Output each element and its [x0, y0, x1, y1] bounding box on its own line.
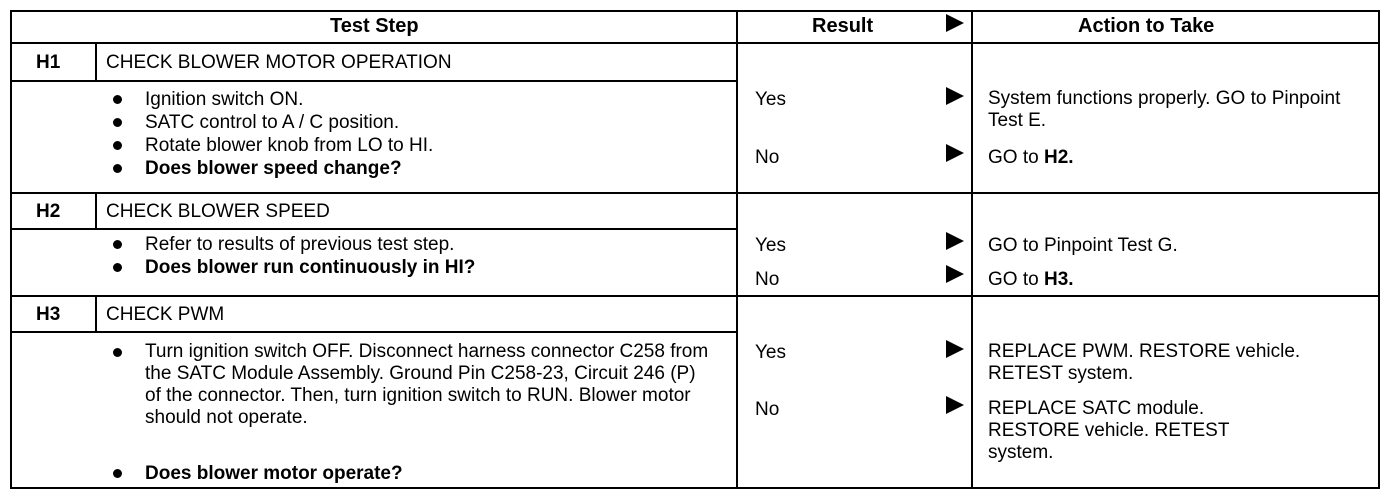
bullet-icon [113, 141, 122, 150]
step-id-divider-h2 [95, 194, 97, 230]
step-h1-bullet-2: SATC control to A / C position. [145, 112, 400, 133]
action-h2-no-target: H3. [1043, 269, 1074, 290]
section-divider-2 [10, 295, 1380, 297]
action-h2-yes: GO to Pinpoint Test G. [988, 235, 1178, 256]
arrow-icon [946, 144, 964, 162]
table-border-bottom [10, 487, 1380, 489]
step-h2-bullet-1: Refer to results of previous test step. [145, 234, 455, 255]
bullet-icon [113, 348, 122, 357]
action-h1-yes: System functions properly. GO to Pinpoint Test E. [988, 88, 1341, 131]
step-title-line-h3 [10, 331, 738, 333]
header-action: Action to Take [1078, 15, 1215, 37]
header-divider [10, 42, 1380, 44]
arrow-icon [946, 340, 964, 358]
result-h3-yes: Yes [755, 342, 786, 363]
action-h1-no [988, 146, 1074, 169]
step-h3-question: Does blower motor operate? [145, 463, 403, 484]
result-h2-yes: Yes [755, 235, 786, 256]
arrow-icon [946, 232, 964, 250]
bullet-icon [113, 469, 122, 478]
bullet-icon [113, 95, 122, 104]
result-h1-no: No [755, 147, 780, 168]
header-test-step: Test Step [330, 15, 419, 37]
step-id-h1: H1 [36, 52, 61, 73]
step-id-h3: H3 [36, 304, 61, 325]
result-h1-yes: Yes [755, 89, 786, 110]
bullet-icon [113, 164, 122, 173]
step-id-divider-h3 [95, 297, 97, 333]
arrow-icon [946, 396, 964, 414]
step-h1-bullet-1: Ignition switch ON. [145, 89, 304, 110]
step-title-h1: CHECK BLOWER MOTOR OPERATION [106, 52, 452, 73]
step-id-h2: H2 [36, 201, 61, 222]
bullet-icon [113, 118, 122, 127]
result-h3-no: No [755, 399, 780, 420]
column-divider-action [971, 10, 973, 489]
header-arrow-icon [946, 14, 964, 32]
arrow-icon [946, 265, 964, 283]
header-result: Result [812, 15, 874, 37]
action-h2-no [988, 268, 1074, 291]
table-border-right [1378, 10, 1380, 489]
bullet-icon [113, 263, 122, 272]
result-h2-no: No [755, 269, 780, 290]
step-title-h3: CHECK PWM [106, 304, 225, 325]
table-border-top [10, 10, 1380, 12]
step-h1-question: Does blower speed change? [145, 158, 402, 179]
step-h2-question: Does blower run continuously in HI? [145, 257, 476, 278]
step-id-divider-h1 [95, 42, 97, 80]
step-h1-bullet-3: Rotate blower knob from LO to HI. [145, 135, 434, 156]
action-h3-yes: REPLACE PWM. RESTORE vehicle. RETEST system. [988, 341, 1301, 384]
step-title-line-h2 [10, 228, 738, 230]
section-divider-1 [10, 192, 1380, 194]
action-h1-no-prefix: GO to [988, 147, 1044, 168]
bullet-icon [113, 240, 122, 249]
step-h3-bullet-1: Turn ignition switch OFF. Disconnect harness connector C258 from the SATC Module Assembly. Ground Pin C258-23, Circuit 246 (P) of the connector. Then, turn ignition switch to RUN. Blower motor should not operate. [145, 341, 709, 428]
step-title-line-h1 [10, 80, 738, 82]
arrow-icon [946, 87, 964, 105]
action-h2-no-prefix: GO to [988, 269, 1044, 290]
action-h1-no-target: H2. [1043, 147, 1074, 168]
action-h3-no: REPLACE SATC module. RESTORE vehicle. RETEST system. [988, 398, 1230, 463]
step-title-h2: CHECK BLOWER SPEED [106, 201, 330, 222]
